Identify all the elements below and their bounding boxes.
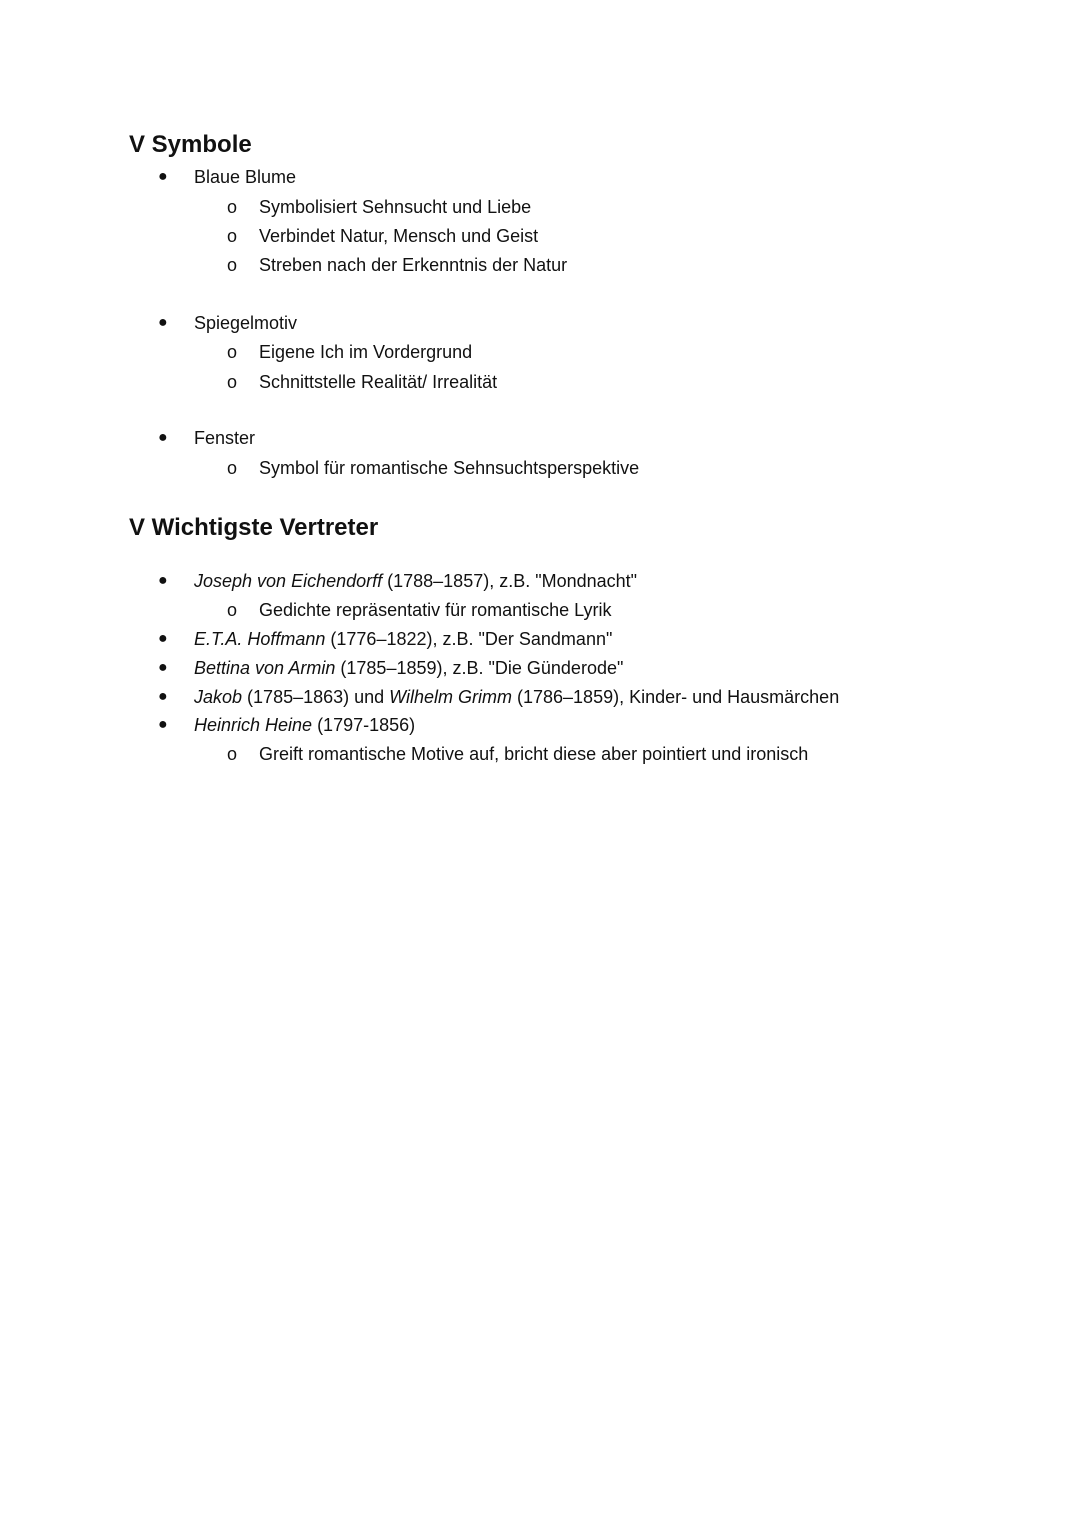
author-name: Wilhelm Grimm (389, 687, 512, 707)
sub-bullet-marker: o (227, 255, 238, 275)
list-item-armin (194, 657, 623, 679)
bullet-marker: ● (158, 716, 168, 733)
bullet-marker: ● (158, 659, 168, 676)
sub-list-item: Schnittstelle Realität/ Irrealität (259, 372, 498, 392)
author-detail: (1785–1863) und (242, 687, 390, 707)
list-item-eichendorff (194, 570, 637, 592)
sub-bullet-marker: o (227, 744, 238, 764)
author-name: Bettina von Armin (194, 658, 336, 678)
sub-list-item: Greift romantische Motive auf, bricht diese aber pointiert und ironisch (259, 744, 809, 764)
sub-bullet-marker: o (227, 600, 238, 620)
bullet-marker: ● (158, 429, 168, 446)
list-item-heine (194, 714, 415, 736)
bullet-marker: ● (158, 572, 168, 589)
sub-bullet-marker: o (227, 342, 238, 362)
list-item-grimm (194, 686, 839, 708)
author-detail: (1776–1822), z.B. "Der Sandmann" (325, 629, 613, 649)
section-heading-symbole: V Symbole (129, 131, 252, 158)
list-item-spiegelmotiv: Spiegelmotiv (194, 313, 298, 333)
author-name: Joseph von Eichendorff (194, 571, 383, 591)
author-detail: (1797-1856) (312, 715, 416, 735)
sub-list-item: Verbindet Natur, Mensch und Geist (259, 226, 539, 246)
sub-bullet-marker: o (227, 226, 238, 246)
list-item-fenster: Fenster (194, 428, 256, 448)
bullet-marker: ● (158, 688, 168, 705)
list-item-blaue-blume: Blaue Blume (194, 167, 297, 187)
sub-list-item: Symbol für romantische Sehnsuchtsperspektive (259, 458, 640, 478)
list-item-hoffmann (194, 628, 612, 650)
bullet-marker: ● (158, 314, 168, 331)
author-detail: (1785–1859), z.B. "Die Günderode" (335, 658, 624, 678)
author-name: Jakob (194, 687, 243, 707)
author-name: Heinrich Heine (194, 715, 313, 735)
sub-bullet-marker: o (227, 372, 238, 392)
bullet-marker: ● (158, 630, 168, 647)
author-name: E.T.A. Hoffmann (194, 629, 326, 649)
sub-bullet-marker: o (227, 197, 238, 217)
sub-list-item: Streben nach der Erkenntnis der Natur (259, 255, 568, 275)
sub-list-item: Eigene Ich im Vordergrund (259, 342, 473, 362)
sub-list-item: Symbolisiert Sehnsucht und Liebe (259, 197, 532, 217)
author-detail: (1788–1857), z.B. "Mondnacht" (382, 571, 638, 591)
sub-bullet-marker: o (227, 458, 238, 478)
section-heading-vertreter: V Wichtigste Vertreter (129, 514, 379, 541)
sub-list-item: Gedichte repräsentativ für romantische Lyrik (259, 600, 612, 620)
bullet-marker: ● (158, 168, 168, 185)
author-detail: (1786–1859), Kinder- und Hausmärchen (512, 687, 840, 707)
